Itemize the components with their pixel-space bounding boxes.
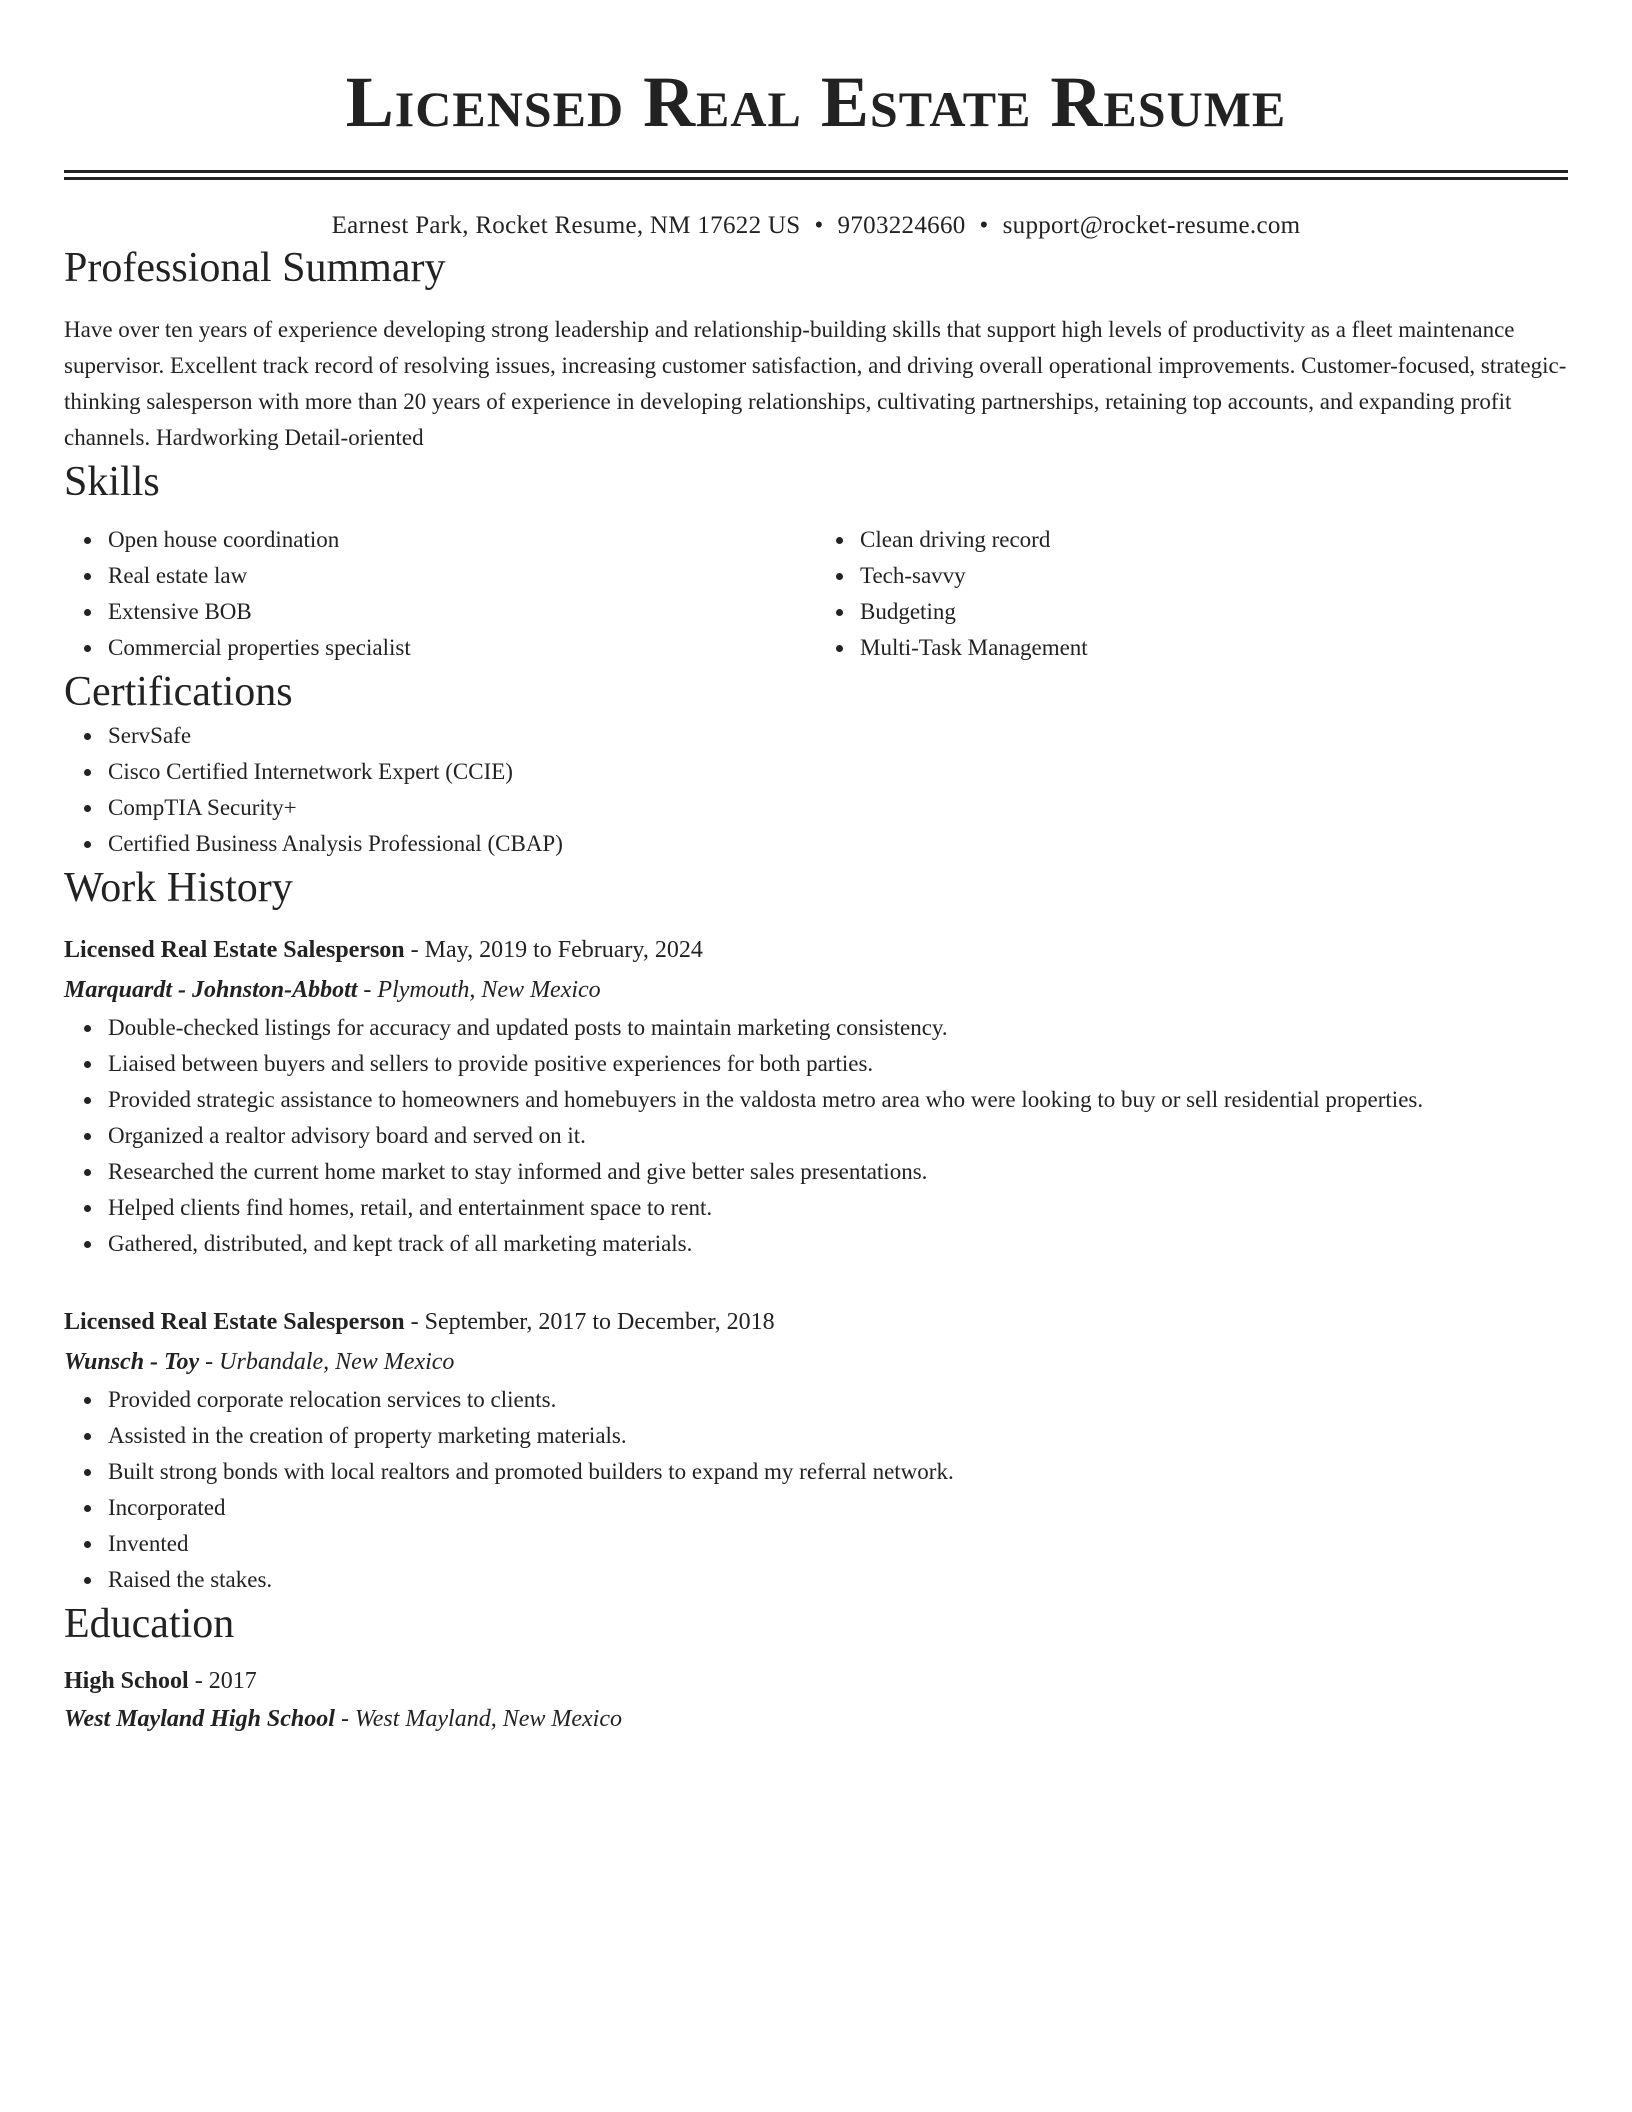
job-duties-list — [64, 1010, 1568, 1262]
certifications-list — [64, 718, 1568, 862]
work-history-heading: Work History — [64, 865, 293, 911]
certification-item: ServSafe — [108, 718, 1568, 754]
skill-item: Extensive BOB — [108, 594, 816, 630]
skills-heading: Skills — [64, 459, 160, 505]
education-degree: High School — [64, 1668, 189, 1694]
job-duty-item: Incorporated — [108, 1490, 1568, 1526]
skill-item: Clean driving record — [860, 522, 1568, 558]
skills-list-right — [816, 522, 1568, 666]
job-duty-item: Liaised between buyers and sellers to provide positive experiences for both parties. — [108, 1046, 1568, 1082]
job-duty-item: Raised the stakes. — [108, 1562, 1568, 1598]
education-entry — [64, 1662, 1568, 1738]
job-location: - Plymouth, New Mexico — [357, 977, 601, 1003]
certification-item: Certified Business Analysis Professional (CBAP) — [108, 826, 1568, 862]
job-duty-item: Invented — [108, 1526, 1568, 1562]
skill-item: Budgeting — [860, 594, 1568, 630]
job-duty-item: Provided corporate relocation services to clients. — [108, 1382, 1568, 1418]
skill-item: Real estate law — [108, 558, 816, 594]
skill-item: Multi-Task Management — [860, 630, 1568, 666]
skills-column-left — [64, 522, 816, 666]
skills-column-right — [816, 522, 1568, 666]
education-school-line — [64, 1700, 1568, 1738]
summary-text: Have over ten years of experience developing strong leadership and relationship-building skills that support high levels of productivity as a fleet maintenance supervisor. Excellent track record of resolving issues, increasing customer satisfaction, and driving overall operational improvements. Customer-focused, strategic-thinking salesperson with more than 20 years of experience in developing relationships, cultivating partnerships, retaining top accounts, and expanding profit channels. Hardworking Detail-oriented — [64, 317, 1567, 450]
job-duty-item: Built strong bonds with local realtors and promoted builders to expand my referral network. — [108, 1454, 1568, 1490]
certification-item: Cisco Certified Internetwork Expert (CCIE) — [108, 754, 1568, 790]
skill-item: Open house coordination — [108, 522, 816, 558]
contact-separator: • — [979, 212, 989, 239]
education-year: - 2017 — [188, 1668, 257, 1694]
job-duty-item: Helped clients find homes, retail, and entertainment space to rent. — [108, 1190, 1568, 1226]
job-duty-item: Provided strategic assistance to homeowners and homebuyers in the valdosta metro area who were looking to buy or sell residential properties. — [108, 1082, 1568, 1118]
job-duty-item: Gathered, distributed, and kept track of all marketing materials. — [108, 1226, 1568, 1262]
contact-address: Earnest Park, Rocket Resume, NM 17622 US — [331, 212, 801, 239]
certifications-heading: Certifications — [64, 669, 293, 715]
job-company: Marquardt - Johnston-Abbott — [64, 977, 358, 1003]
contact-separator: • — [814, 212, 824, 239]
job-entry — [64, 1302, 1568, 1598]
job-company-line — [64, 1342, 1568, 1382]
job-title-line — [64, 1302, 1568, 1342]
job-duty-item: Double-checked listings for accuracy and updated posts to maintain marketing consistency. — [108, 1010, 1568, 1046]
job-dates: - May, 2019 to February, 2024 — [404, 937, 703, 963]
certification-item: CompTIA Security+ — [108, 790, 1568, 826]
title-divider — [64, 170, 1568, 180]
job-location: - Urbandale, New Mexico — [199, 1349, 455, 1375]
job-company-line — [64, 970, 1568, 1010]
skills-grid — [64, 522, 1568, 666]
job-dates: - September, 2017 to December, 2018 — [404, 1309, 775, 1335]
resume-title: Licensed Real Estate Resume — [345, 62, 1287, 142]
job-entry — [64, 930, 1568, 1262]
job-duties-list — [64, 1382, 1568, 1598]
contact-line — [64, 210, 1568, 242]
contact-phone: 9703224660 — [837, 212, 966, 239]
skills-list-left — [64, 522, 816, 666]
education-location: - West Mayland, New Mexico — [334, 1706, 622, 1732]
skill-item: Commercial properties specialist — [108, 630, 816, 666]
education-degree-line — [64, 1662, 1568, 1700]
job-title: Licensed Real Estate Salesperson — [64, 1309, 405, 1335]
job-title-line — [64, 930, 1568, 970]
skill-item: Tech-savvy — [860, 558, 1568, 594]
contact-email[interactable]: support@rocket-resume.com — [1002, 212, 1301, 239]
summary-heading: Professional Summary — [64, 245, 446, 291]
job-duty-item: Researched the current home market to stay informed and give better sales presentations. — [108, 1154, 1568, 1190]
education-heading: Education — [64, 1601, 235, 1647]
job-company: Wunsch - Toy — [64, 1349, 200, 1375]
education-school: West Mayland High School — [64, 1706, 335, 1732]
job-duty-item: Assisted in the creation of property marketing materials. — [108, 1418, 1568, 1454]
job-title: Licensed Real Estate Salesperson — [64, 937, 405, 963]
job-duty-item: Organized a realtor advisory board and served on it. — [108, 1118, 1568, 1154]
